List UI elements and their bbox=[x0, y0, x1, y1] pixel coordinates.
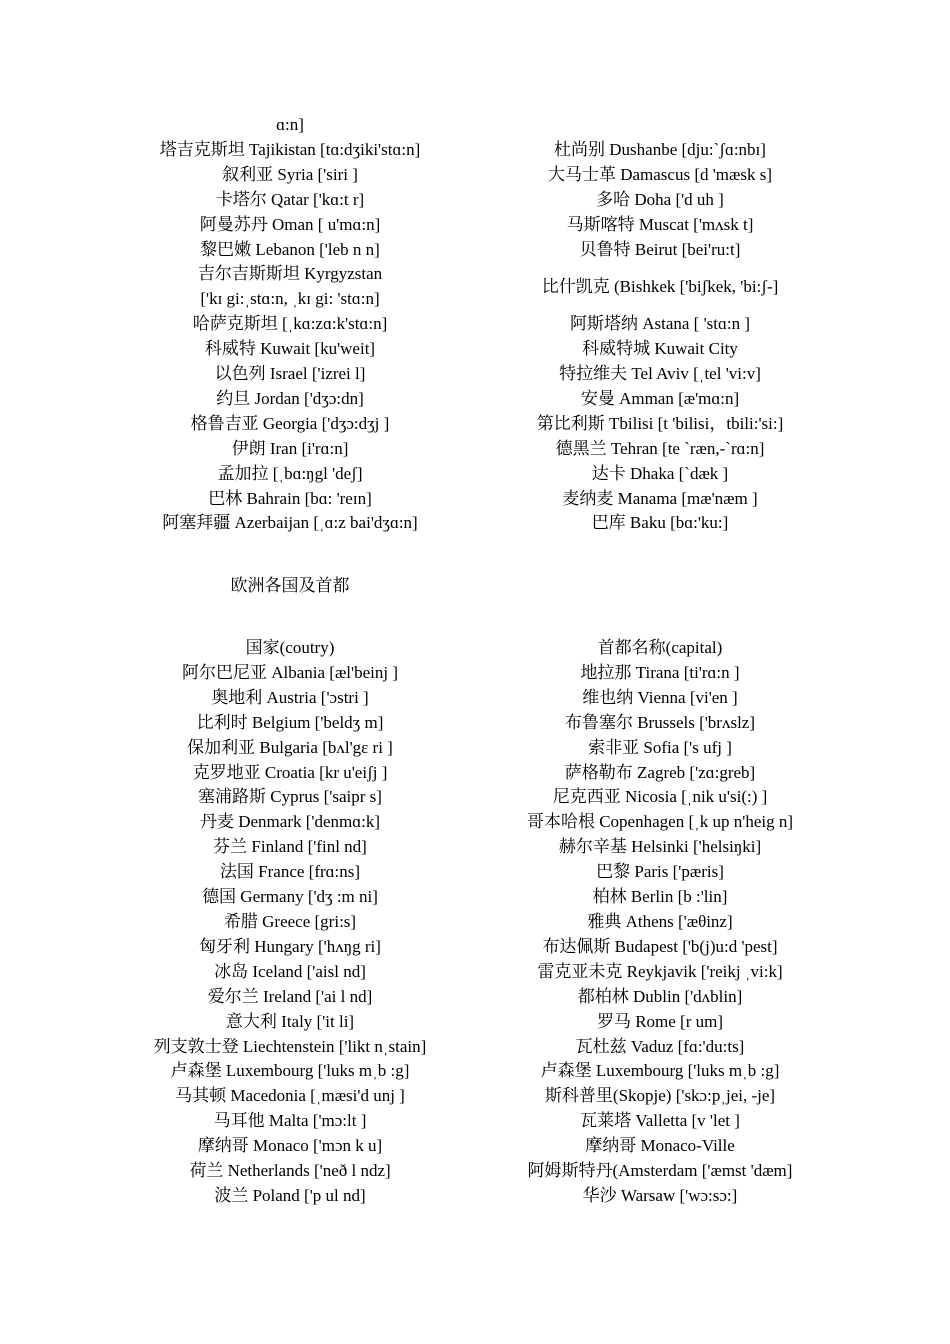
table-row bbox=[105, 1109, 845, 1134]
capital-cell: 比什凯克 (Bishkek ['biʃkek, 'bi:ʃ-] bbox=[541, 276, 779, 296]
table-row bbox=[105, 761, 845, 786]
table-row bbox=[105, 1035, 845, 1060]
table-row bbox=[105, 163, 845, 188]
country-cell: 马其顿 Macedonia [ˌmæsi'd unj ] bbox=[175, 1086, 405, 1106]
capital-cell: 瓦莱塔 Valletta [v 'let ] bbox=[580, 1111, 740, 1131]
table-row bbox=[105, 337, 845, 362]
country-cell: 塔吉克斯坦 Tajikistan [tɑ:dʒiki'stɑ:n] bbox=[159, 139, 421, 159]
capital-cell: 索非亚 Sofia ['s ufj ] bbox=[588, 737, 732, 757]
table-row bbox=[105, 810, 845, 835]
table-row bbox=[105, 387, 845, 412]
table-row bbox=[105, 312, 845, 337]
country-cell: 格鲁吉亚 Georgia ['dʒɔ:dʒj ] bbox=[190, 413, 390, 433]
country-cell: 奥地利 Austria ['ɔstri ] bbox=[211, 687, 369, 707]
capital-cell: 布达佩斯 Budapest ['b(j)u:d 'pest] bbox=[542, 936, 778, 956]
table-row bbox=[105, 736, 845, 761]
country-cell: 孟加拉 [ˌbɑ:ŋgl 'deʃ] bbox=[217, 463, 363, 483]
table-row bbox=[105, 511, 845, 536]
capital-cell: 斯科普里(Skopje) ['skɔ:pˌjei, -je] bbox=[544, 1086, 776, 1106]
country-cell: 黎巴嫩 Lebanon ['leb n n] bbox=[200, 239, 380, 259]
country-cell: 波兰 Poland ['p ul nd] bbox=[214, 1185, 366, 1205]
capital-cell: 罗马 Rome [r um] bbox=[596, 1011, 724, 1031]
table-row bbox=[105, 1159, 845, 1184]
country-cell: 马耳他 Malta ['mɔ:lt ] bbox=[213, 1111, 367, 1131]
country-cell: 叙利亚 Syria ['siri ] bbox=[222, 164, 358, 184]
table-row bbox=[105, 686, 845, 711]
capital-cell: 麦纳麦 Manama [mæ'næm ] bbox=[562, 488, 758, 508]
capital-cell: 马斯喀特 Muscat ['mʌsk t] bbox=[566, 214, 754, 234]
capital-cell: 贝鲁特 Beirut [bei'ru:t] bbox=[579, 239, 741, 259]
table-row bbox=[105, 860, 845, 885]
country-cell: 阿塞拜疆 Azerbaijan [ˌɑ:z bai'dʒɑ:n] bbox=[162, 513, 418, 533]
capital-cell: 地拉那 Tirana [ti'rɑ:n ] bbox=[580, 662, 740, 682]
table-row bbox=[105, 1059, 845, 1084]
country-cell: 卡塔尔 Qatar ['kɑ:t r] bbox=[215, 189, 365, 209]
country-cell bbox=[105, 262, 475, 312]
country-cell: 卢森堡 Luxembourg ['luks mˌb :g] bbox=[170, 1061, 410, 1081]
capital-cell: 安曼 Amman [æ'mɑ:n] bbox=[580, 388, 740, 408]
country-cell: 克罗地亚 Croatia [kr u'eiʃj ] bbox=[192, 762, 388, 782]
table-row bbox=[105, 238, 845, 263]
table-row bbox=[105, 985, 845, 1010]
country-cell: 科威特 Kuwait [ku'weit] bbox=[204, 339, 376, 359]
country-cell: 阿曼苏丹 Oman [ u'mɑ:n] bbox=[199, 214, 381, 234]
capital-cell: 阿斯塔纳 Astana [ 'stɑ:n ] bbox=[569, 314, 751, 334]
capital-cell: 维也纳 Vienna [vi'en ] bbox=[582, 687, 738, 707]
capital-cell: 华沙 Warsaw ['wɔ:sɔ:] bbox=[582, 1185, 738, 1205]
country-name-line: 吉尔吉斯斯坦 Kyrgyzstan bbox=[197, 264, 383, 284]
capital-cell: 赫尔辛基 Helsinki ['helsiŋki] bbox=[558, 837, 762, 857]
table-row bbox=[105, 362, 845, 387]
country-cell: 丹麦 Denmark ['denmɑ:k] bbox=[199, 812, 381, 832]
table-row bbox=[105, 785, 845, 810]
country-column-header: 国家(coutry) bbox=[245, 638, 335, 657]
country-cell: 荷兰 Netherlands ['neð l ndz] bbox=[189, 1161, 391, 1181]
table-row bbox=[105, 1134, 845, 1159]
country-cell: 芬兰 Finland ['finl nd] bbox=[213, 837, 367, 857]
country-cell: 比利时 Belgium ['beldʒ m] bbox=[196, 712, 384, 732]
table-row bbox=[105, 885, 845, 910]
table-row bbox=[105, 935, 845, 960]
table-row bbox=[105, 711, 845, 736]
country-cell: 法国 France [frɑ:ns] bbox=[219, 862, 361, 882]
table-row bbox=[105, 910, 845, 935]
europe-capitals-table bbox=[105, 636, 845, 1209]
table-row bbox=[105, 960, 845, 985]
country-phonetic-line: ['kɪ gi:ˌstɑ:n, ˌkɪ gi: 'stɑ:n] bbox=[200, 289, 380, 309]
country-cell: 以色列 Israel ['izrei l] bbox=[214, 364, 366, 384]
capital-cell: 摩纳哥 Monaco-Ville bbox=[585, 1136, 735, 1156]
capital-cell: 萨格勒布 Zagreb ['zɑ:greb] bbox=[564, 762, 756, 782]
country-cell: 匈牙利 Hungary ['hʌŋg ri] bbox=[199, 936, 381, 956]
capital-cell: 哥本哈根 Copenhagen [ˌk up n'heig n] bbox=[526, 812, 794, 832]
table-row bbox=[105, 661, 845, 686]
table-row bbox=[105, 462, 845, 487]
country-cell: 约旦 Jordan ['dʒɔ:dn] bbox=[216, 388, 364, 408]
country-cell: 保加利亚 Bulgaria [bʌl'gɛ ri ] bbox=[187, 737, 393, 757]
table-row bbox=[105, 213, 845, 238]
country-cell: 列支敦士登 Liechtenstein ['likt nˌstain] bbox=[153, 1036, 427, 1056]
country-cell: 哈萨克斯坦 [ˌkɑ:zɑ:k'stɑ:n] bbox=[192, 314, 388, 334]
country-cell: 冰岛 Iceland ['aisl nd] bbox=[214, 961, 366, 981]
capital-cell bbox=[475, 113, 845, 138]
table-row bbox=[105, 1184, 845, 1209]
table-row bbox=[105, 188, 845, 213]
capital-cell: 特拉维夫 Tel Aviv [ˌtel 'vi:v] bbox=[559, 364, 761, 384]
capital-cell: 大马士革 Damascus [d 'mæsk s] bbox=[547, 164, 773, 184]
country-cell: 意大利 Italy ['it li] bbox=[225, 1011, 355, 1031]
capital-cell: 都柏林 Dublin ['dʌblin] bbox=[577, 986, 743, 1006]
capital-cell: 达卡 Dhaka [`dæk ] bbox=[591, 463, 729, 483]
table-row bbox=[105, 1010, 845, 1035]
section-heading: 欧洲各国及首都 bbox=[230, 576, 350, 595]
country-cell: 希腊 Greece [gri:s] bbox=[223, 911, 357, 931]
country-cell: 塞浦路斯 Cyprus ['saipr s] bbox=[198, 787, 382, 807]
country-cell: 德国 Germany ['dʒ :m ni] bbox=[202, 887, 378, 907]
table-row bbox=[105, 487, 845, 512]
table-row bbox=[105, 412, 845, 437]
country-cell: 摩纳哥 Monaco ['mɔn k u] bbox=[197, 1136, 383, 1156]
table-row bbox=[105, 1084, 845, 1109]
capital-cell: 第比利斯 Tbilisi [t 'bilisi，tbili:'si:] bbox=[536, 413, 784, 433]
asia-capitals-table bbox=[105, 113, 845, 536]
table-row bbox=[105, 437, 845, 462]
capital-cell: 瓦杜兹 Vaduz [fɑ:'du:ts] bbox=[575, 1036, 745, 1056]
country-cell: 巴林 Bahrain [bɑ: 'reɪn] bbox=[208, 488, 372, 508]
table-row bbox=[105, 113, 845, 138]
capital-cell: 巴黎 Paris ['pæris] bbox=[596, 862, 724, 882]
country-cell: 爱尔兰 Ireland ['ai l nd] bbox=[207, 986, 373, 1006]
capital-cell: 雷克亚未克 Reykjavik ['reikj ˌvi:k] bbox=[537, 961, 783, 981]
capital-column-header: 首都名称(capital) bbox=[597, 638, 723, 657]
table-row bbox=[105, 835, 845, 860]
table-header-row bbox=[105, 636, 845, 661]
capital-cell: 阿姆斯特丹(Amsterdam ['æmst 'dæm] bbox=[527, 1161, 793, 1181]
capital-cell: 雅典 Athens ['æθinz] bbox=[587, 911, 733, 931]
capital-cell: 卢森堡 Luxembourg ['luks mˌb :g] bbox=[540, 1061, 780, 1081]
capital-cell: 多哈 Doha ['d uh ] bbox=[596, 189, 724, 209]
country-cell: 伊朗 Iran [i'rɑ:n] bbox=[231, 438, 349, 458]
country-cell: 阿尔巴尼亚 Albania [æl'beinj ] bbox=[181, 662, 398, 682]
capital-cell: 德黑兰 Tehran [te `ræn,-`rɑ:n] bbox=[555, 438, 765, 458]
capital-cell: 柏林 Berlin [b :'lin] bbox=[592, 887, 728, 907]
capital-cell: 科威特城 Kuwait City bbox=[582, 339, 738, 359]
capital-cell: 杜尚别 Dushanbe [dju:`ʃɑ:nbɪ] bbox=[554, 139, 766, 159]
capital-cell: 巴库 Baku [bɑ:'ku:] bbox=[591, 513, 729, 533]
table-row bbox=[105, 262, 845, 312]
capital-cell: 尼克西亚 Nicosia [ˌnik u'si(:) ] bbox=[552, 787, 768, 807]
country-cell: ɑ:n] bbox=[276, 115, 304, 134]
capital-cell: 布鲁塞尔 Brussels ['brʌslz] bbox=[564, 712, 756, 732]
table-row bbox=[105, 138, 845, 163]
